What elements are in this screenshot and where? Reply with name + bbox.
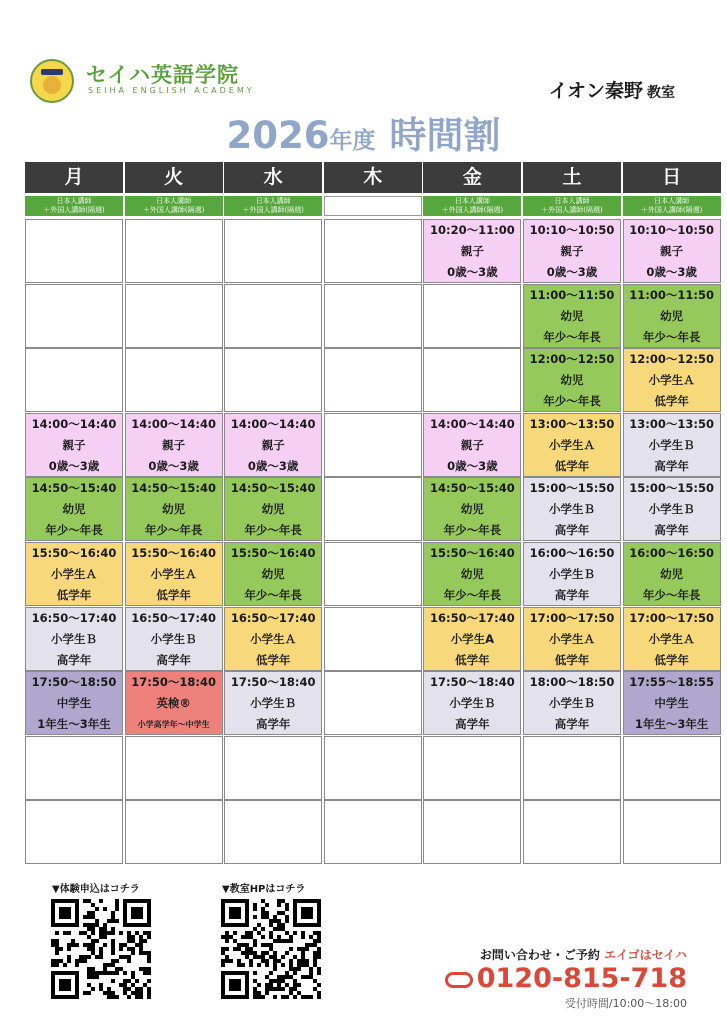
empty-slot (324, 736, 422, 800)
class-slot (523, 607, 621, 671)
empty-slot (25, 284, 123, 348)
slot-age: 0歳〜3歳 (447, 265, 498, 279)
empty-slot (423, 284, 521, 348)
slot-time: 17:00〜17:50 (529, 610, 615, 625)
slot-time: 15:50〜16:40 (131, 546, 216, 560)
reception-hours: 受付時間/10:00〜18:00 (564, 997, 687, 1010)
class-slot (523, 477, 621, 541)
empty-slot (523, 736, 621, 800)
slot-class: 小学生Ａ (250, 631, 297, 646)
empty-slot (324, 542, 422, 606)
class-slot (125, 542, 223, 606)
teacher-label: ＋外国人講師(隔週) (43, 206, 105, 214)
class-slot (224, 671, 322, 735)
teacher-label: 日本人講師 (554, 197, 590, 205)
empty-slot (423, 348, 521, 412)
class-slot (523, 219, 621, 283)
slot-age: 1年生〜3年生 (37, 717, 111, 732)
class-slot (25, 413, 123, 477)
day-header: 火 (125, 162, 223, 193)
slot-time: 14:50〜15:40 (131, 481, 216, 496)
slot-age: 年少〜年長 (144, 523, 203, 538)
slot-class: 幼児 (62, 502, 86, 517)
slot-time: 12:00〜12:50 (529, 352, 615, 367)
slot-class: 小学生Ｂ (250, 696, 297, 711)
slot-age: 低学年 (654, 394, 689, 409)
empty-slot (25, 219, 123, 283)
slot-class: 親子 (62, 437, 86, 452)
class-slot (623, 219, 721, 283)
slot-class: 小学生Ｂ (449, 696, 496, 711)
hp-qr-label: ▼教室HPはコチラ (222, 884, 306, 895)
class-slot (523, 542, 621, 606)
slot-time: 17:50〜18:40 (430, 675, 515, 690)
slot-time: 17:50〜18:40 (131, 675, 216, 690)
empty-slot (125, 800, 223, 864)
slot-time: 18:00〜18:50 (529, 675, 615, 690)
slot-age: 低学年 (554, 652, 590, 667)
empty-slot (324, 477, 422, 541)
class-slot (623, 413, 721, 477)
slot-class: 小学生Ｂ (549, 696, 595, 711)
slot-class: 小学生Ａ (648, 373, 695, 388)
day-header: 月 (25, 162, 123, 193)
slot-time: 13:00〜13:50 (529, 416, 615, 431)
empty-slot (25, 800, 123, 864)
empty-slot (125, 736, 223, 800)
teacher-bar (623, 196, 721, 216)
class-slot (523, 348, 621, 412)
slot-age: 年少〜年長 (543, 329, 601, 344)
empty-slot (125, 348, 223, 412)
slot-class: 小学生Ａ (549, 631, 595, 646)
slot-class: 小学生Ｂ (648, 437, 695, 452)
teacher-label: 日本人講師 (454, 197, 490, 205)
slot-time: 14:50〜15:40 (31, 481, 117, 496)
slot-class: 親子 (162, 437, 186, 452)
slot-time: 17:55〜18:55 (629, 675, 714, 690)
slot-class: 小学生Ａ (648, 631, 695, 646)
class-slot (25, 607, 123, 671)
slot-class: 親子 (261, 437, 285, 452)
slot-time: 17:50〜18:50 (31, 675, 117, 690)
slot-time: 14:50〜15:40 (230, 481, 316, 496)
class-slot (523, 671, 621, 735)
class-slot (523, 413, 621, 477)
slot-age: 高学年 (455, 717, 490, 732)
school-name: イオン秦野 教室 (548, 80, 675, 102)
slot-class: 幼児 (162, 502, 186, 517)
slot-time: 12:00〜12:50 (629, 352, 714, 367)
class-slot (623, 284, 721, 348)
freedial-icon (445, 972, 473, 988)
slot-class: 小学生Ｂ (549, 567, 595, 581)
slot-age: 年少〜年長 (443, 523, 502, 538)
academy-name: セイハ英語学院 (86, 63, 239, 87)
class-slot (423, 542, 521, 606)
class-slot (25, 671, 123, 735)
slot-age: 低学年 (255, 652, 291, 667)
slot-class: 幼児 (460, 502, 484, 517)
empty-slot (324, 800, 422, 864)
phone-number[interactable]: 0120-815-718 (445, 965, 687, 993)
slot-age: 高学年 (654, 458, 689, 473)
slot-class: 親子 (460, 244, 484, 258)
slot-time: 10:20〜11:00 (430, 223, 515, 237)
empty-slot (324, 284, 422, 348)
slot-age: 年少〜年長 (45, 523, 103, 538)
slot-time: 16:00〜16:50 (629, 546, 714, 560)
empty-slot (324, 413, 422, 477)
slot-age: 0歳〜3歳 (247, 458, 299, 473)
slot-age: 高学年 (255, 717, 291, 732)
teacher-bar (125, 196, 223, 216)
slot-class: 幼児 (261, 567, 285, 581)
class-slot (125, 413, 223, 477)
slot-time: 15:50〜16:40 (430, 546, 515, 560)
empty-slot (523, 800, 621, 864)
slot-class: 幼児 (261, 502, 285, 517)
class-slot (25, 542, 123, 606)
class-slot (125, 477, 223, 541)
slot-age: 高学年 (654, 523, 689, 538)
slot-class: 小学生Ａ (150, 567, 197, 581)
empty-slot (224, 736, 322, 800)
teacher-bar (324, 196, 422, 216)
teacher-label: ＋外国人講師(隔週) (142, 206, 205, 214)
empty-slot (125, 219, 223, 283)
empty-slot (25, 736, 123, 800)
slot-class: 小学生Ａ (549, 437, 595, 452)
slot-class: 親子 (460, 437, 484, 452)
class-slot (125, 607, 223, 671)
slot-time: 15:50〜16:40 (31, 546, 117, 560)
class-slot (25, 477, 123, 541)
class-slot (623, 542, 721, 606)
slot-age: 高学年 (554, 588, 590, 602)
slot-age: 高学年 (554, 523, 590, 538)
slot-age: 低学年 (654, 652, 689, 667)
slot-time: 10:10〜10:50 (629, 223, 714, 237)
slot-class: 幼児 (660, 567, 684, 581)
class-slot (623, 348, 721, 412)
slot-class: 小学生Ｂ (150, 631, 197, 646)
class-slot (224, 542, 322, 606)
slot-time: 15:00〜15:50 (529, 481, 615, 496)
contact-block (445, 946, 687, 1011)
slot-time: 17:00〜17:50 (629, 610, 714, 625)
day-header: 木 (324, 162, 422, 193)
slot-age: 0歳〜3歳 (447, 458, 498, 473)
class-slot (423, 607, 521, 671)
slot-time: 16:50〜17:40 (430, 610, 515, 625)
slot-time: 14:00〜14:40 (230, 416, 316, 431)
teacher-label: 日本人講師 (654, 197, 690, 205)
page-title: 2026年度 時間割 (226, 114, 501, 157)
slot-age: 低学年 (156, 588, 191, 602)
slot-age: 年少〜年長 (543, 394, 601, 409)
slot-class: 幼児 (460, 567, 484, 581)
slot-age: 高学年 (156, 652, 191, 667)
empty-slot (224, 284, 322, 348)
class-slot (623, 607, 721, 671)
teacher-bar (523, 196, 621, 216)
empty-slot (125, 284, 223, 348)
empty-slot (623, 736, 721, 800)
day-header: 金 (423, 162, 521, 193)
teacher-label: ＋外国人講師(隔週) (441, 206, 504, 214)
class-slot (224, 607, 322, 671)
slot-class: 小学生Ｂ (549, 502, 595, 517)
slot-time: 15:50〜16:40 (230, 546, 316, 560)
empty-slot (423, 800, 521, 864)
class-slot (423, 671, 521, 735)
teacher-label: ＋外国人講師(隔週) (242, 206, 304, 214)
slot-class: 中学生 (56, 696, 92, 711)
slot-age: 高学年 (56, 652, 92, 667)
class-slot (523, 284, 621, 348)
slot-age: 年少〜年長 (642, 329, 701, 344)
empty-slot (623, 800, 721, 864)
slot-class: 中学生 (654, 696, 689, 711)
slot-time: 16:50〜17:40 (31, 610, 117, 625)
slot-age: 低学年 (455, 652, 490, 667)
slot-time: 11:00〜11:50 (629, 287, 714, 302)
trial-qr-code[interactable] (51, 899, 151, 999)
slot-age: 0歳〜3歳 (148, 458, 199, 473)
slot-time: 15:00〜15:50 (629, 481, 714, 496)
class-slot (224, 477, 322, 541)
empty-slot (324, 348, 422, 412)
empty-slot (324, 219, 422, 283)
slot-class: 小学生Ｂ (648, 502, 695, 517)
slot-time: 14:00〜14:40 (430, 416, 515, 431)
slot-age: 高学年 (554, 717, 590, 732)
day-header: 水 (224, 162, 322, 193)
slot-time: 14:00〜14:40 (31, 416, 117, 431)
slot-class: 英検® (156, 696, 191, 711)
teacher-bar (224, 196, 322, 216)
slot-age: 低学年 (554, 458, 590, 473)
class-slot (623, 477, 721, 541)
trial-qr-label: ▼体験申込はコチラ (52, 884, 140, 895)
contact-lead: お問い合わせ・ご予約 エイゴはセイハ (479, 948, 687, 962)
teacher-bar (423, 196, 521, 216)
day-header: 土 (523, 162, 621, 193)
slot-time: 14:50〜15:40 (430, 481, 515, 496)
slot-age: 年少〜年長 (443, 588, 502, 602)
class-slot (423, 219, 521, 283)
class-slot (623, 671, 721, 735)
slot-time: 16:50〜17:40 (230, 610, 316, 625)
class-slot (423, 477, 521, 541)
empty-slot (423, 736, 521, 800)
slot-age: 低学年 (56, 588, 92, 602)
hp-qr-code[interactable] (221, 899, 321, 999)
slot-time: 16:50〜17:40 (131, 610, 216, 625)
slot-class: 親子 (660, 244, 684, 258)
slot-time: 13:00〜13:50 (629, 416, 714, 431)
teacher-label: ＋外国人講師(隔週) (640, 206, 703, 214)
empty-slot (224, 348, 322, 412)
slot-class: 小学生Ａ (51, 567, 97, 581)
teacher-bar (25, 196, 123, 216)
academy-subtitle: SEIHA ENGLISH ACADEMY (88, 86, 255, 95)
empty-slot (324, 671, 422, 735)
academy-logo (30, 55, 290, 105)
slot-age: 年少〜年長 (244, 588, 302, 602)
slot-age: 小学高学年〜中学生 (137, 720, 210, 730)
slot-age: 1年生〜3年生 (634, 717, 709, 732)
teacher-label: 日本人講師 (56, 197, 92, 205)
teacher-label: 日本人講師 (255, 197, 291, 205)
class-slot (224, 413, 322, 477)
slot-age: 0歳〜3歳 (646, 265, 697, 279)
class-slot (125, 671, 223, 735)
slot-time: 10:10〜10:50 (529, 223, 615, 237)
slot-class: 小学生A (450, 631, 495, 646)
slot-time: 14:00〜14:40 (131, 416, 216, 431)
teacher-label: ＋外国人講師(隔週) (541, 206, 603, 214)
slot-class: 親子 (560, 244, 584, 258)
day-header: 日 (623, 162, 721, 193)
empty-slot (25, 348, 123, 412)
mascot-badge-icon (30, 59, 74, 103)
slot-age: 0歳〜3歳 (48, 458, 100, 473)
slot-time: 17:50〜18:40 (230, 675, 316, 690)
slot-time: 16:00〜16:50 (529, 546, 615, 560)
empty-slot (224, 219, 322, 283)
slot-class: 幼児 (660, 308, 684, 323)
slot-age: 0歳〜3歳 (546, 265, 598, 279)
slot-class: 幼児 (560, 308, 584, 323)
slot-time: 11:00〜11:50 (529, 287, 615, 302)
slot-age: 年少〜年長 (244, 523, 302, 538)
empty-slot (224, 800, 322, 864)
slot-age: 年少〜年長 (642, 588, 701, 602)
slot-class: 幼児 (560, 373, 584, 388)
slot-class: 小学生Ｂ (51, 631, 97, 646)
empty-slot (324, 607, 422, 671)
teacher-label: 日本人講師 (156, 197, 192, 205)
class-slot (423, 413, 521, 477)
